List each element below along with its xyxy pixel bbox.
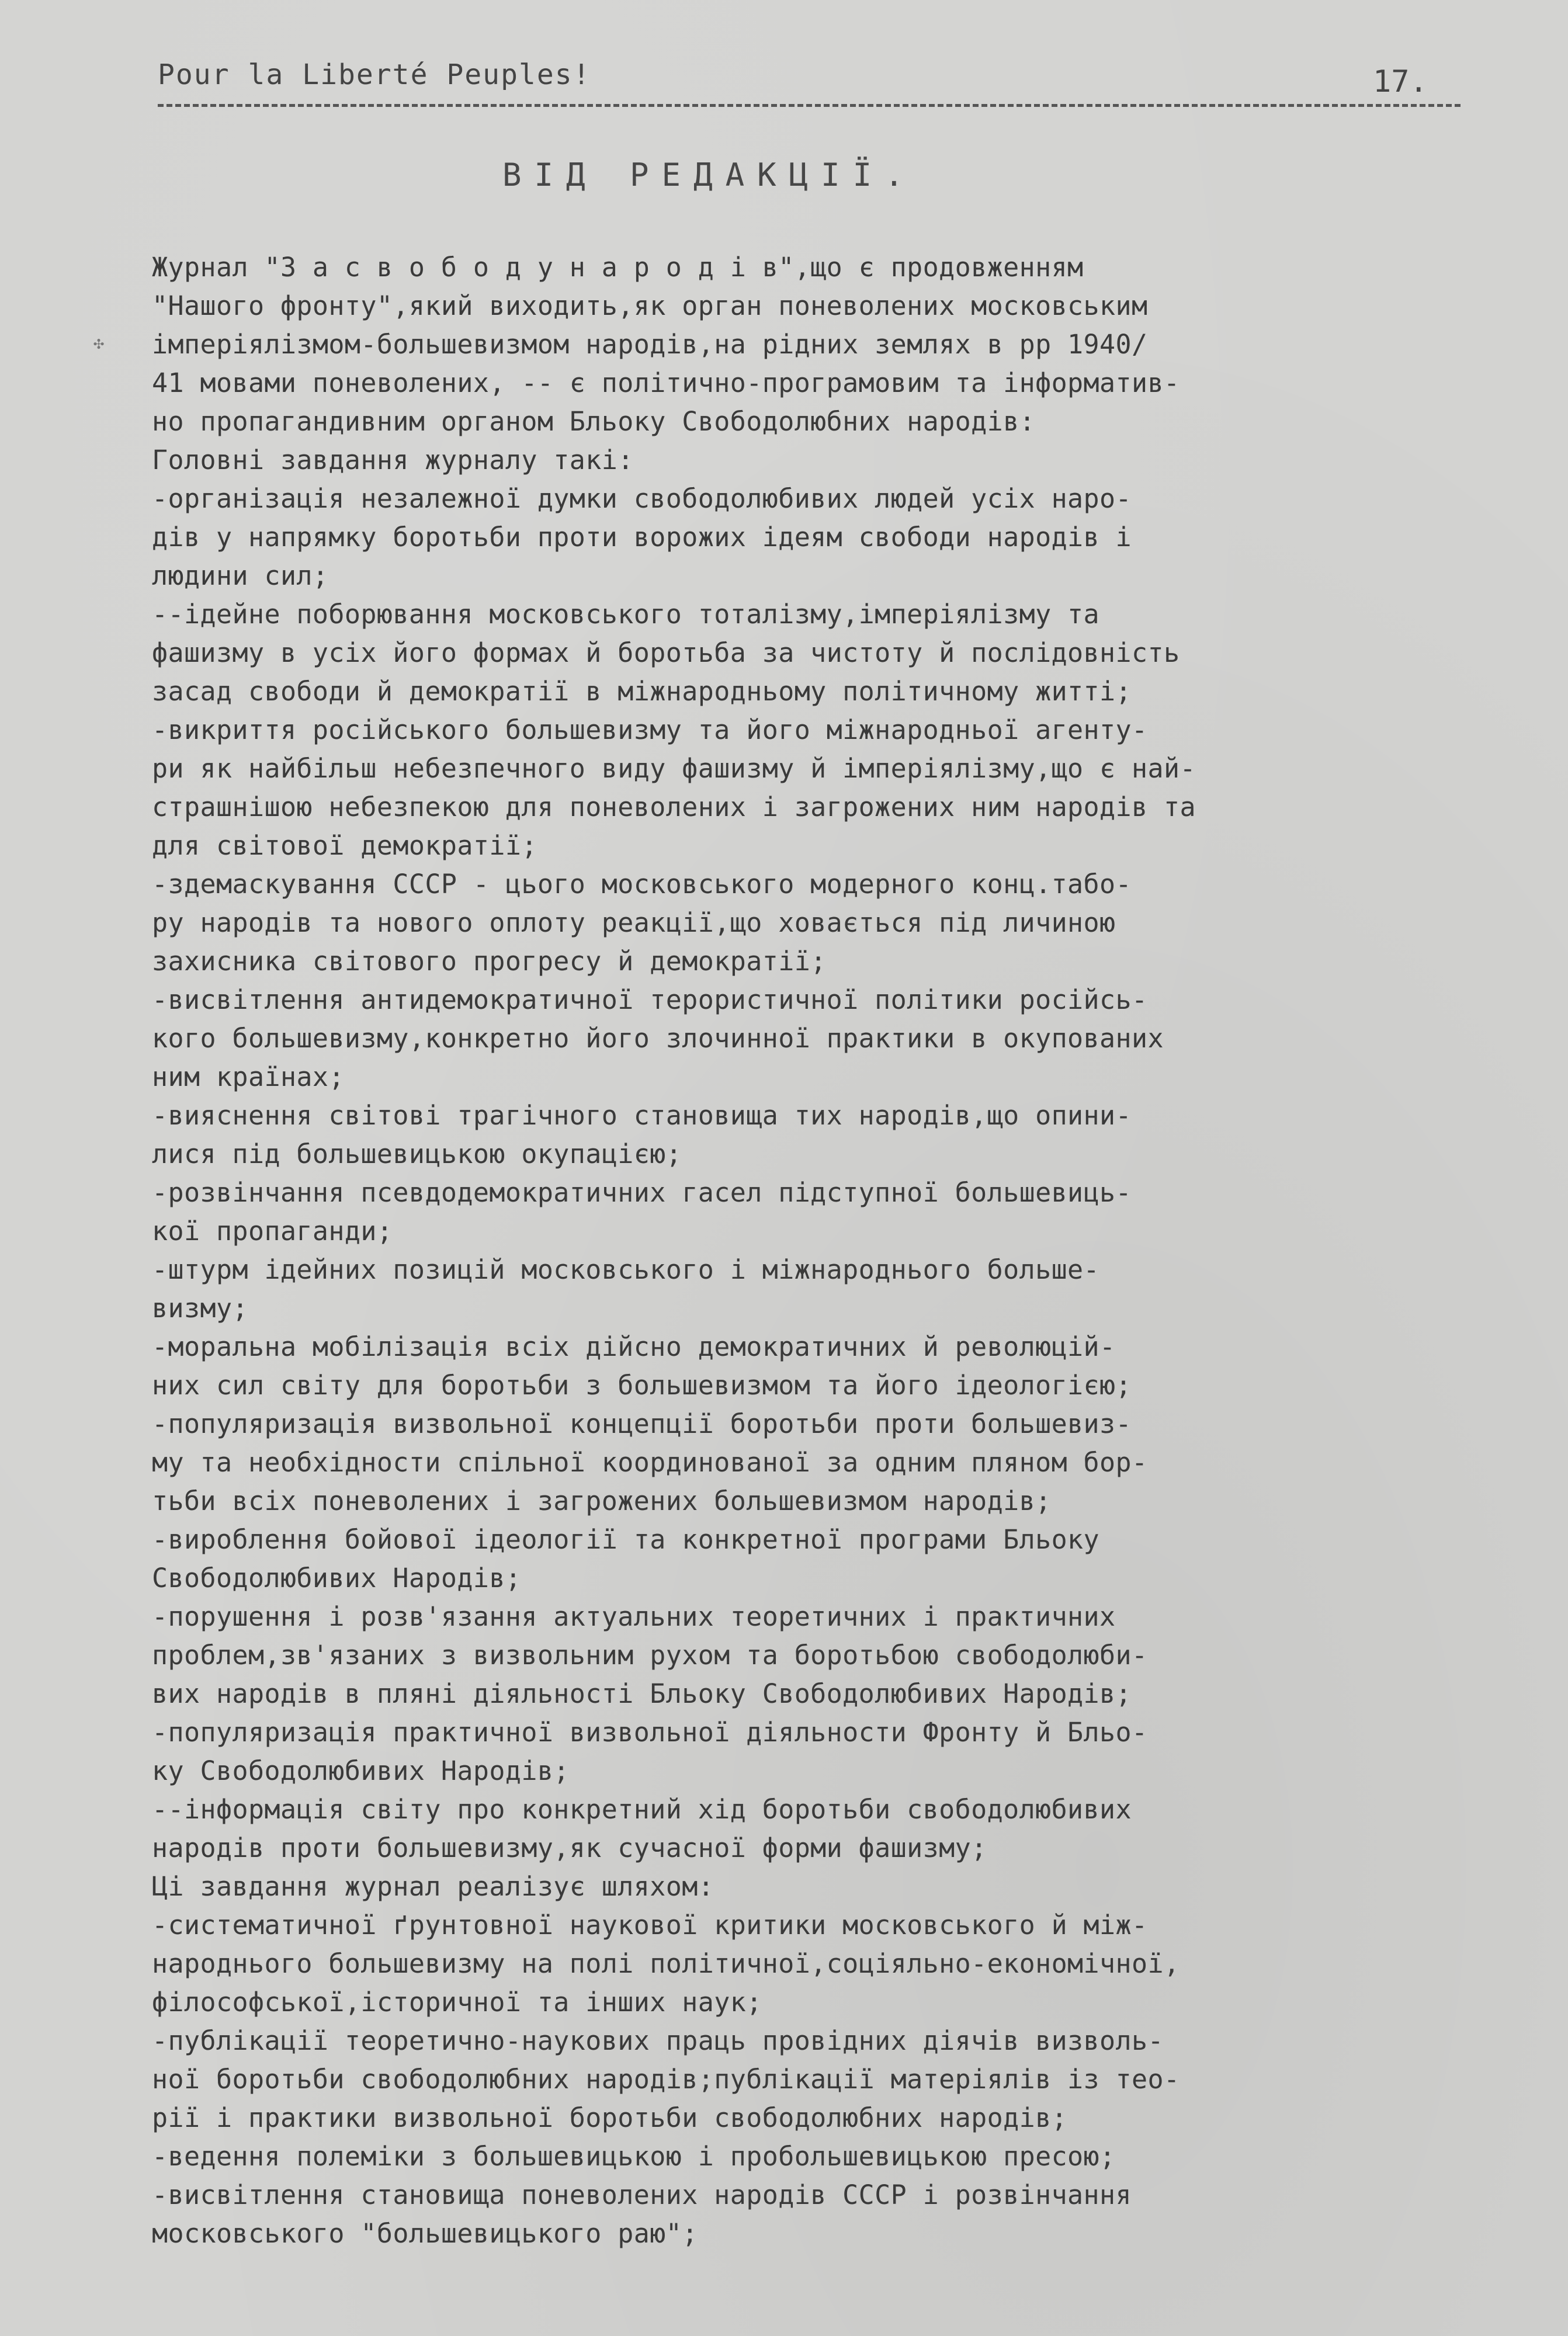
- text-line: -публікації теоретично-наукових праць провідних діячів визволь-: [152, 2025, 1164, 2056]
- text-line: людини сил;: [152, 560, 329, 591]
- text-line: -викриття російського большевизму та його міжнародньої агенту-: [152, 714, 1148, 745]
- text-line: рії і практики визвольної боротьби свободолюбних народів;: [152, 2102, 1068, 2133]
- text-line: засад свободи й демократії в міжнародньому політичному житті;: [152, 676, 1132, 707]
- text-line: -популяризація практичної визвольної діяльности Фронту й Бльо-: [152, 1717, 1148, 1748]
- text-line: -організація незалежної думки свободолюбивих людей усіх наро-: [152, 483, 1132, 514]
- text-line: фашизму в усіх його формах й боротьба за чистоту й послідовність: [152, 637, 1180, 668]
- text-line: -здемаскування СССР - цього московського модерного конц.табо-: [152, 869, 1132, 900]
- text-line: імперіялізмом-большевизмом народів,на рідних землях в рр 1940/: [152, 329, 1148, 360]
- text-line: "Нашого фронту",який виходить,як орган поневолених московським: [152, 290, 1148, 321]
- text-line: захисника світового прогресу й демократії;: [152, 946, 827, 977]
- text-line: -вироблення бойової ідеології та конкретної програми Бльоку: [152, 1524, 1100, 1555]
- text-line: -висвітлення становища поневолених народів СССР і розвінчання: [152, 2179, 1132, 2210]
- ink-mark: ✣: [93, 333, 105, 353]
- text-line: ним країнах;: [152, 1061, 345, 1092]
- text-line: філософської,історичної та інших наук;: [152, 1987, 762, 2018]
- text-line: ри як найбільш небезпечного виду фашизму й імперіялізму,що є най-: [152, 753, 1196, 784]
- text-line: дів у напрямку боротьби проти ворожих ідеям свободи народів і: [152, 522, 1132, 553]
- page-number: 17.: [1373, 64, 1428, 99]
- text-line: народів проти большевизму,як сучасної форми фашизму;: [152, 1832, 987, 1863]
- text-line: страшнішою небезпекою для поневолених і загрожених ним народів та: [152, 792, 1196, 822]
- text-line: лися під большевицькою окупацією;: [152, 1139, 682, 1169]
- text-line: московського "большевицького раю";: [152, 2218, 698, 2249]
- text-line: --інформація світу про конкретний хід боротьби свободолюбивих: [152, 1794, 1132, 1825]
- text-line: -популяризація визвольної концепції боротьби проти большевиз-: [152, 1408, 1132, 1439]
- text-line: ку Свободолюбивих Народів;: [152, 1755, 570, 1786]
- text-line: вих народів в пляні діяльності Бльоку Свободолюбивих Народів;: [152, 1678, 1132, 1709]
- text-line: тьби всіх поневолених і загрожених большевизмом народів;: [152, 1485, 1052, 1516]
- text-line: ної боротьби свободолюбних народів;публікації матеріялів із тео-: [152, 2064, 1180, 2095]
- text-line: но пропагандивним органом Бльоку Свободолюбних народів:: [152, 406, 1036, 437]
- running-header: Pour la Liberté Peuples!: [158, 58, 591, 91]
- text-line: -вияснення світові трагічного становища тих народів,що опини-: [152, 1100, 1132, 1131]
- text-line: кої пропаганди;: [152, 1216, 393, 1247]
- text-line: проблем,зв'язаних з визвольним рухом та боротьбою свободолюби-: [152, 1640, 1148, 1671]
- body-text: [152, 248, 1496, 2253]
- page-title: ВІД РЕДАКЦІЇ.: [502, 157, 917, 193]
- text-line: -розвінчання псевдодемократичних гасел підступної большевиць-: [152, 1177, 1132, 1208]
- text-line: -ведення полеміки з большевицькою і пробольшевицькою пресою;: [152, 2141, 1116, 2172]
- text-line: -моральна мобілізація всіх дійсно демократичних й революцій-: [152, 1331, 1116, 1362]
- text-line: Ці завдання журнал реалізує шляхом:: [152, 1871, 714, 1902]
- text-line: -порушення і розв'язання актуальних теоретичних і практичних: [152, 1601, 1116, 1632]
- text-line: народнього большевизму на полі політичної,соціяльно-економічної,: [152, 1948, 1180, 1979]
- text-line: Свободолюбивих Народів;: [152, 1563, 522, 1594]
- text-line: му та необхідности спільної координованої за одним пляном бор-: [152, 1447, 1148, 1478]
- text-line: ру народів та нового оплоту реакції,що ховається під личиною: [152, 907, 1116, 938]
- text-line: визму;: [152, 1293, 248, 1324]
- text-line: 41 мовами поневолених, -- є політично-програмовим та інформатив-: [152, 367, 1180, 398]
- text-line: для світової демократії;: [152, 830, 537, 861]
- text-line: --ідейне поборювання московського тоталізму,імперіялізму та: [152, 599, 1100, 630]
- text-line: -висвітлення антидемократичної терористичної політики російсь-: [152, 984, 1148, 1015]
- text-line: кого большевизму,конкретно його злочинної практики в окупованих: [152, 1023, 1164, 1054]
- text-line: Головні завдання журналу такі:: [152, 445, 634, 475]
- text-line: Журнал "З а с в о б о д у н а р о д і в",що є продовженням: [152, 252, 1084, 283]
- text-line: них сил світу для боротьби з большевизмом та його ідеологією;: [152, 1370, 1132, 1401]
- header-rule: [158, 104, 1461, 107]
- text-line: -систематичної ґрунтовної наукової критики московського й між-: [152, 1910, 1148, 1941]
- text-line: -штурм ідейних позицій московського і міжнароднього больше-: [152, 1254, 1100, 1285]
